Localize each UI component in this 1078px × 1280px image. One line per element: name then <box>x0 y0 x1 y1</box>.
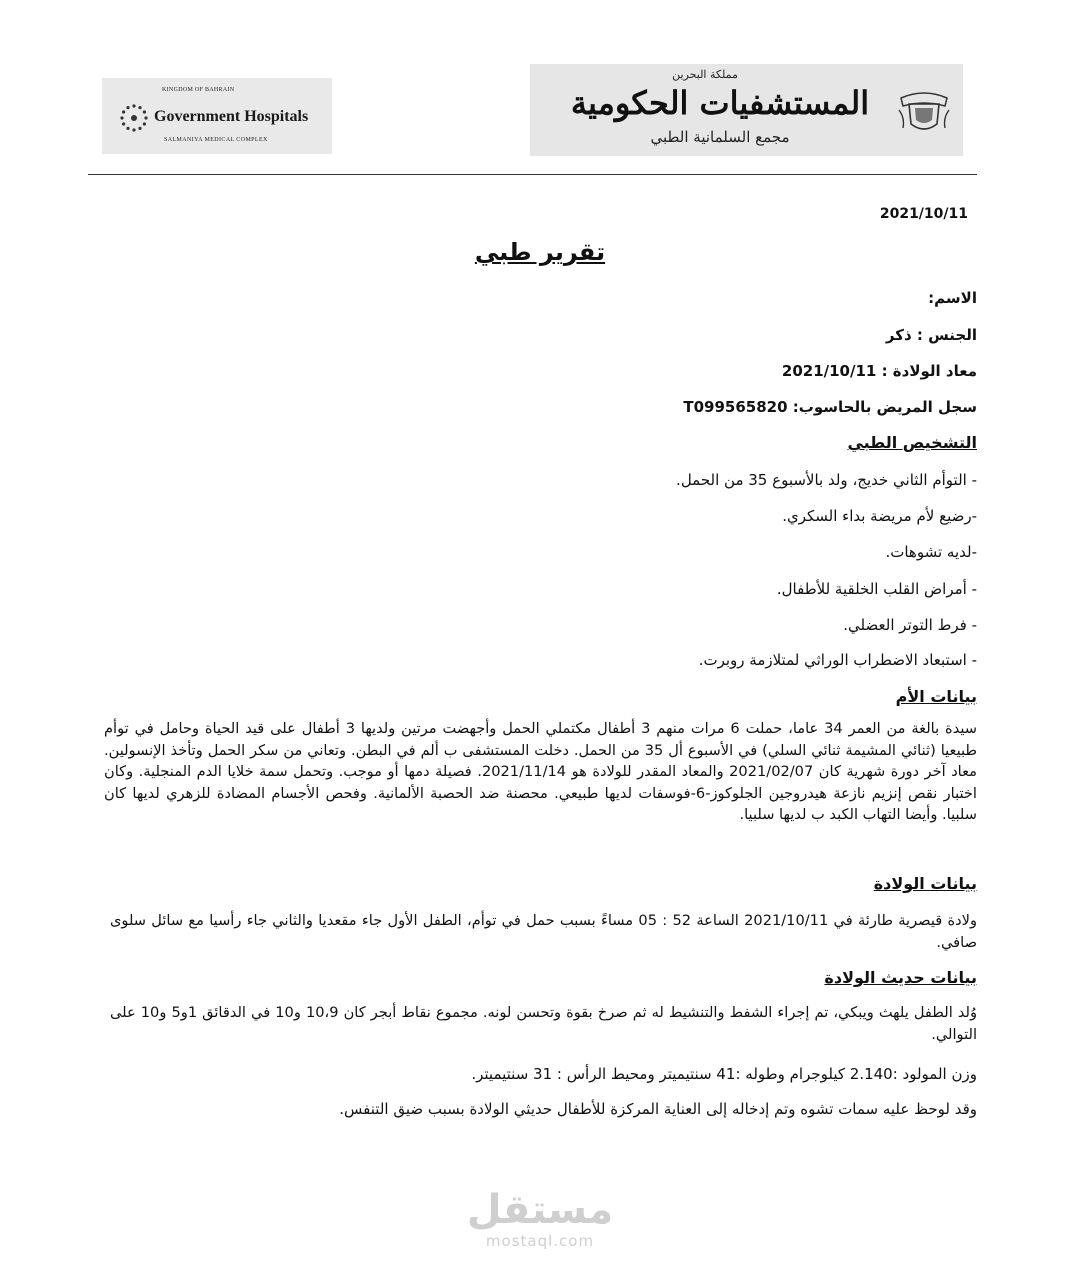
hospital-emblem-icon <box>118 102 150 134</box>
delivery-paragraph: ولادة قيصرية طارئة في 2021/10/11 الساعة 52 : 05 مساءً بسبب حمل في توأم، الطفل الأول جاء مقعديا والثاني جاء رأسيا مع سائل سلوى صافي. <box>110 912 977 951</box>
mother-heading: بيانات الأم <box>895 687 977 706</box>
diagnosis-item: - فرط التوتر العضلي. <box>843 616 977 634</box>
newborn-paragraph: وُلد الطفل يلهث ويبكي، تم إجراء الشفط والتنشيط له ثم صرخ بقوة وتحسن لونه. مجموع نقاط أبجر كان 10،9 و10 في الدقائق 1و5 و10 على التوالي. <box>110 1004 977 1043</box>
delivery-heading: بيانات الولادة <box>873 874 977 893</box>
government-hospitals-logo <box>102 78 332 154</box>
patient-birth-date: معاد الولادة : 2021/10/11 <box>781 362 977 380</box>
logo-complex-text: SALMANIYA MEDICAL COMPLEX <box>164 137 268 143</box>
diagnosis-heading: التشخيص الطبي <box>847 433 977 452</box>
patient-record-number: سجل المريض بالحاسوب: T099565820 <box>683 398 977 416</box>
diagnosis-item: - استبعاد الاضطراب الوراثي لمتلازمة روبرت. <box>698 651 977 669</box>
logo-kingdom-ar: مملكة البحرين <box>672 68 738 81</box>
diagnosis-item: - التوأم الثاني خديج، ولد بالأسبوع 35 من الحمل. <box>676 471 977 489</box>
patient-name-label: الاسم: <box>928 289 977 307</box>
logo-complex-ar: مجمع السلمانية الطبي <box>650 128 790 146</box>
logo-name-ar: المستشفيات الحكومية <box>570 84 870 122</box>
diagnosis-item: - أمراض القلب الخلقية للأطفال. <box>776 580 977 598</box>
watermark-url: mostaql.com <box>485 1232 595 1250</box>
newborn-heading: بيانات حديث الولادة <box>824 968 977 987</box>
logo-government-hospitals-text: Government Hospitals <box>154 108 309 125</box>
bahrain-crest-icon <box>895 88 953 136</box>
diagnosis-item: -لديه تشوهات. <box>885 543 977 561</box>
newborn-admission: وقد لوحظ عليه سمات تشوه وتم إدخاله إلى العناية المركزة للأطفال حديثي الولادة بسبب ضيق التنفس. <box>339 1100 977 1118</box>
report-title <box>400 238 680 266</box>
logo-kingdom-text: KINGDOM OF BAHRAIN <box>162 87 235 93</box>
diagnosis-item: -رضيع لأم مريضة بداء السكري. <box>782 507 977 525</box>
patient-gender: الجنس : ذكر <box>885 326 977 344</box>
report-title-text: تقرير طبي <box>474 238 606 266</box>
arabic-hospitals-logo <box>530 64 963 156</box>
mostaql-watermark <box>440 1188 640 1250</box>
newborn-measurements: وزن المولود :2.140 كيلوجرام وطوله :41 سنتيميتر ومحيط الرأس : 31 سنتيميتر. <box>471 1065 977 1083</box>
watermark-arabic: مستقل <box>466 1187 614 1233</box>
mother-paragraph: سيدة بالغة من العمر 34 عاما، حملت 6 مرات منهم 3 أطفال مكتملي الحمل وأجهضت مرتين ولديها 3 أطفال على قيد الحياة وحامل في توأم طبيعيا (ثنائي المشيمة ثنائي السلي) في الأسبوع أل 35 من الحمل. دخلت المستشفى ب ألم في البطن. وتعاني من سكر الحمل وتأخذ الإنسولين. معاد آخر دورة شهرية كان 2021/02/07 والمعاد المقدر للولادة هو 2021/11/14. فصيلة دمها أو موجب. وتحمل سمة خلايا الدم المنجلية. وكان اختبار نقص إنزيم نازعة هيدروجين الجلوكوز-6-فوسفات لديها طبيعي. محصنة ضد الحصبة الألمانية. وفحص الأجسام المضادة للزهري لديها كان سلبيا. وأيضا التهاب الكبد ب لديها سلبيا. <box>104 720 978 824</box>
header-divider <box>88 174 977 175</box>
report-date: 2021/10/11 <box>879 206 968 222</box>
